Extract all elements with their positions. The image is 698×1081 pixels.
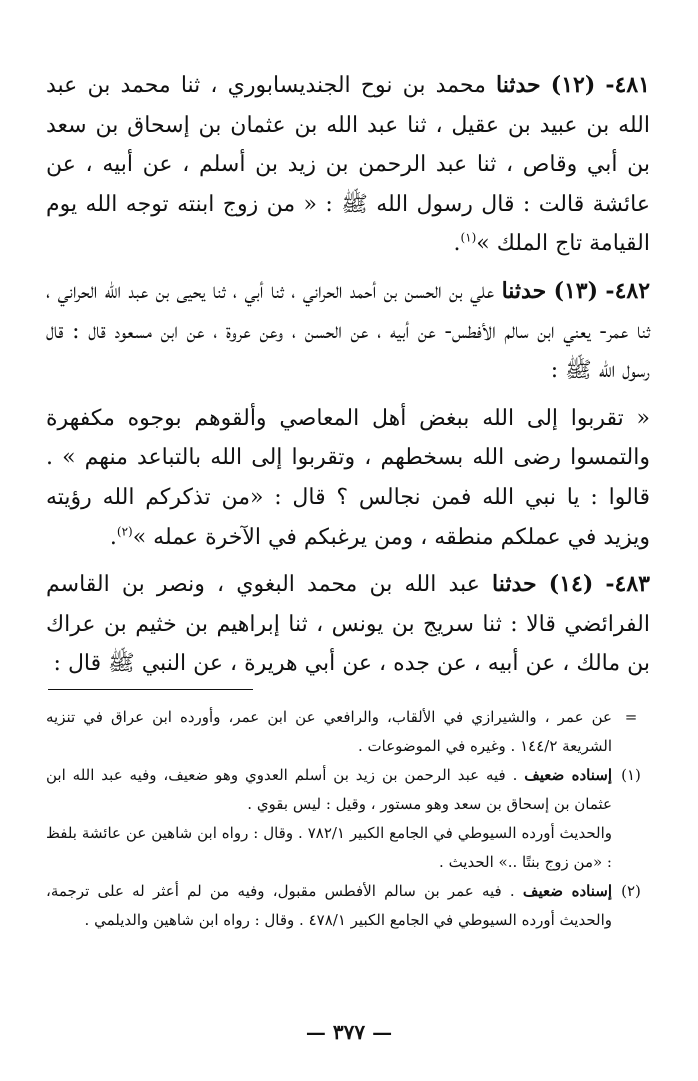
footnotes bbox=[46, 703, 650, 935]
footnote-1-extra: والحديث أورده السيوطي في الجامع الكبير ٧٨٢/١ . وقال : رواه ابن شاهين عن عائشة بلفظ : «من زوج بنتًا ..» الحديث . bbox=[46, 824, 612, 871]
hadith-text: محمد بن نوح الجنديسابوري ، ثنا محمد بن عبد الله بن عبيد بن عقيل ، ثنا عبد الله بن عثمان بن إسحاق بن سعد بن أبي وقاص ، ثنا عبد الرحمن بن زيد بن أسلم ، عن أبيه ، عن عائشة قالت : قال رسول الله ﷺ : « من زوج ابنته توجه الله يوم القيامة تاج الملك » bbox=[46, 73, 650, 257]
hadith-subnumber: (١٣) bbox=[553, 277, 599, 304]
footnote-text: . فيه عمر بن سالم الأفطس مقبول، وفيه من لم أعثر له على ترجمة، والحديث أورده السيوطي في الجامع الكبير ٤٧٨/١ . وقال : رواه ابن شاهين والديلمي . bbox=[46, 882, 612, 929]
main-text bbox=[46, 66, 650, 684]
hadith-heading: حدثنا bbox=[496, 72, 541, 98]
hadith-text: « تقربوا إلى الله ببغض أهل المعاصي وألقوهم بوجوه مكفهرة والتمسوا رضى الله بسخطهم ، وتقربوا إلى الله بالتباعد منهم » . قالوا : يا نبي الله فمن نجالس ؟ قال : «من تذكركم الله رؤيته ويزيد في عملكم منطقه ، ومن يرغبكم في الآخرة عمله » bbox=[46, 405, 650, 550]
hadith-482 bbox=[46, 272, 650, 391]
footnote-2 bbox=[46, 877, 650, 935]
hadith-482-matn bbox=[46, 399, 650, 557]
hadith-number: ٤٨١- bbox=[605, 72, 650, 98]
footnote-mark: = bbox=[624, 708, 638, 726]
footnote-separator bbox=[48, 689, 253, 690]
hadith-text: علي بن الحسن بن أحمد الحراني ، ثنا أبي ، ثنا يحيى بن عبد الله الحراني ، ثنا عمر- يعني ابن سالم الأفطس- عن أبيه ، عن الحسن ، وعن عروة ، عن ابن مسعود قال : قال رسول الله ﷺ : bbox=[46, 278, 650, 384]
footnote-continuation bbox=[46, 703, 650, 761]
hadith-subnumber: (١٢) bbox=[550, 72, 596, 98]
footnote-mark: (١) bbox=[621, 766, 641, 784]
hadith-subnumber: (١٤) bbox=[548, 571, 594, 598]
footnote-mark: (٢) bbox=[621, 882, 641, 900]
hadith-483 bbox=[46, 565, 650, 684]
page-number: — ٣٧٧ — bbox=[305, 1020, 393, 1044]
footnote-label: إسناده ضعيف bbox=[522, 882, 612, 900]
hadith-heading: حدثنا bbox=[501, 277, 547, 304]
footnote-ref[interactable]: (١) bbox=[460, 231, 477, 246]
hadith-481 bbox=[46, 66, 650, 264]
hadith-number: ٤٨٢- bbox=[605, 277, 651, 304]
hadith-number: ٤٨٣- bbox=[605, 571, 650, 598]
footnote-text: . فيه عبد الرحمن بن زيد بن أسلم العدوي وهو ضعيف، وفيه عبد الله ابن عثمان بن إسحاق بن سعد وهو مستور ، وقيل : ليس بقوي . bbox=[46, 766, 612, 813]
sentence-end: . bbox=[453, 231, 461, 257]
sentence-end: . bbox=[109, 524, 117, 550]
footnote-1 bbox=[46, 761, 650, 819]
footnote-body bbox=[46, 761, 612, 819]
hadith-heading: حدثنا bbox=[491, 571, 537, 598]
footnote-body bbox=[46, 877, 612, 935]
footnote-text: عن عمر ، والشيرازي في الألقاب، والرافعي عن ابن عمر، وأورده ابن عراق في تنزيه الشريعة ١٤٤/٢ . وغيره في الموضوعات . bbox=[46, 708, 612, 755]
footnote-ref[interactable]: (٢) bbox=[116, 524, 133, 539]
hadith-text: عبد الله بن محمد البغوي ، ونصر بن القاسم الفرائضي قالا : ثنا سريج بن يونس ، ثنا إبراهيم بن خثيم بن عراك بن مالك ، عن أبيه ، عن جده ، عن أبي هريرة ، عن النبي ﷺ قال : bbox=[46, 572, 650, 677]
footnote-label: إسناده ضعيف bbox=[524, 766, 612, 784]
